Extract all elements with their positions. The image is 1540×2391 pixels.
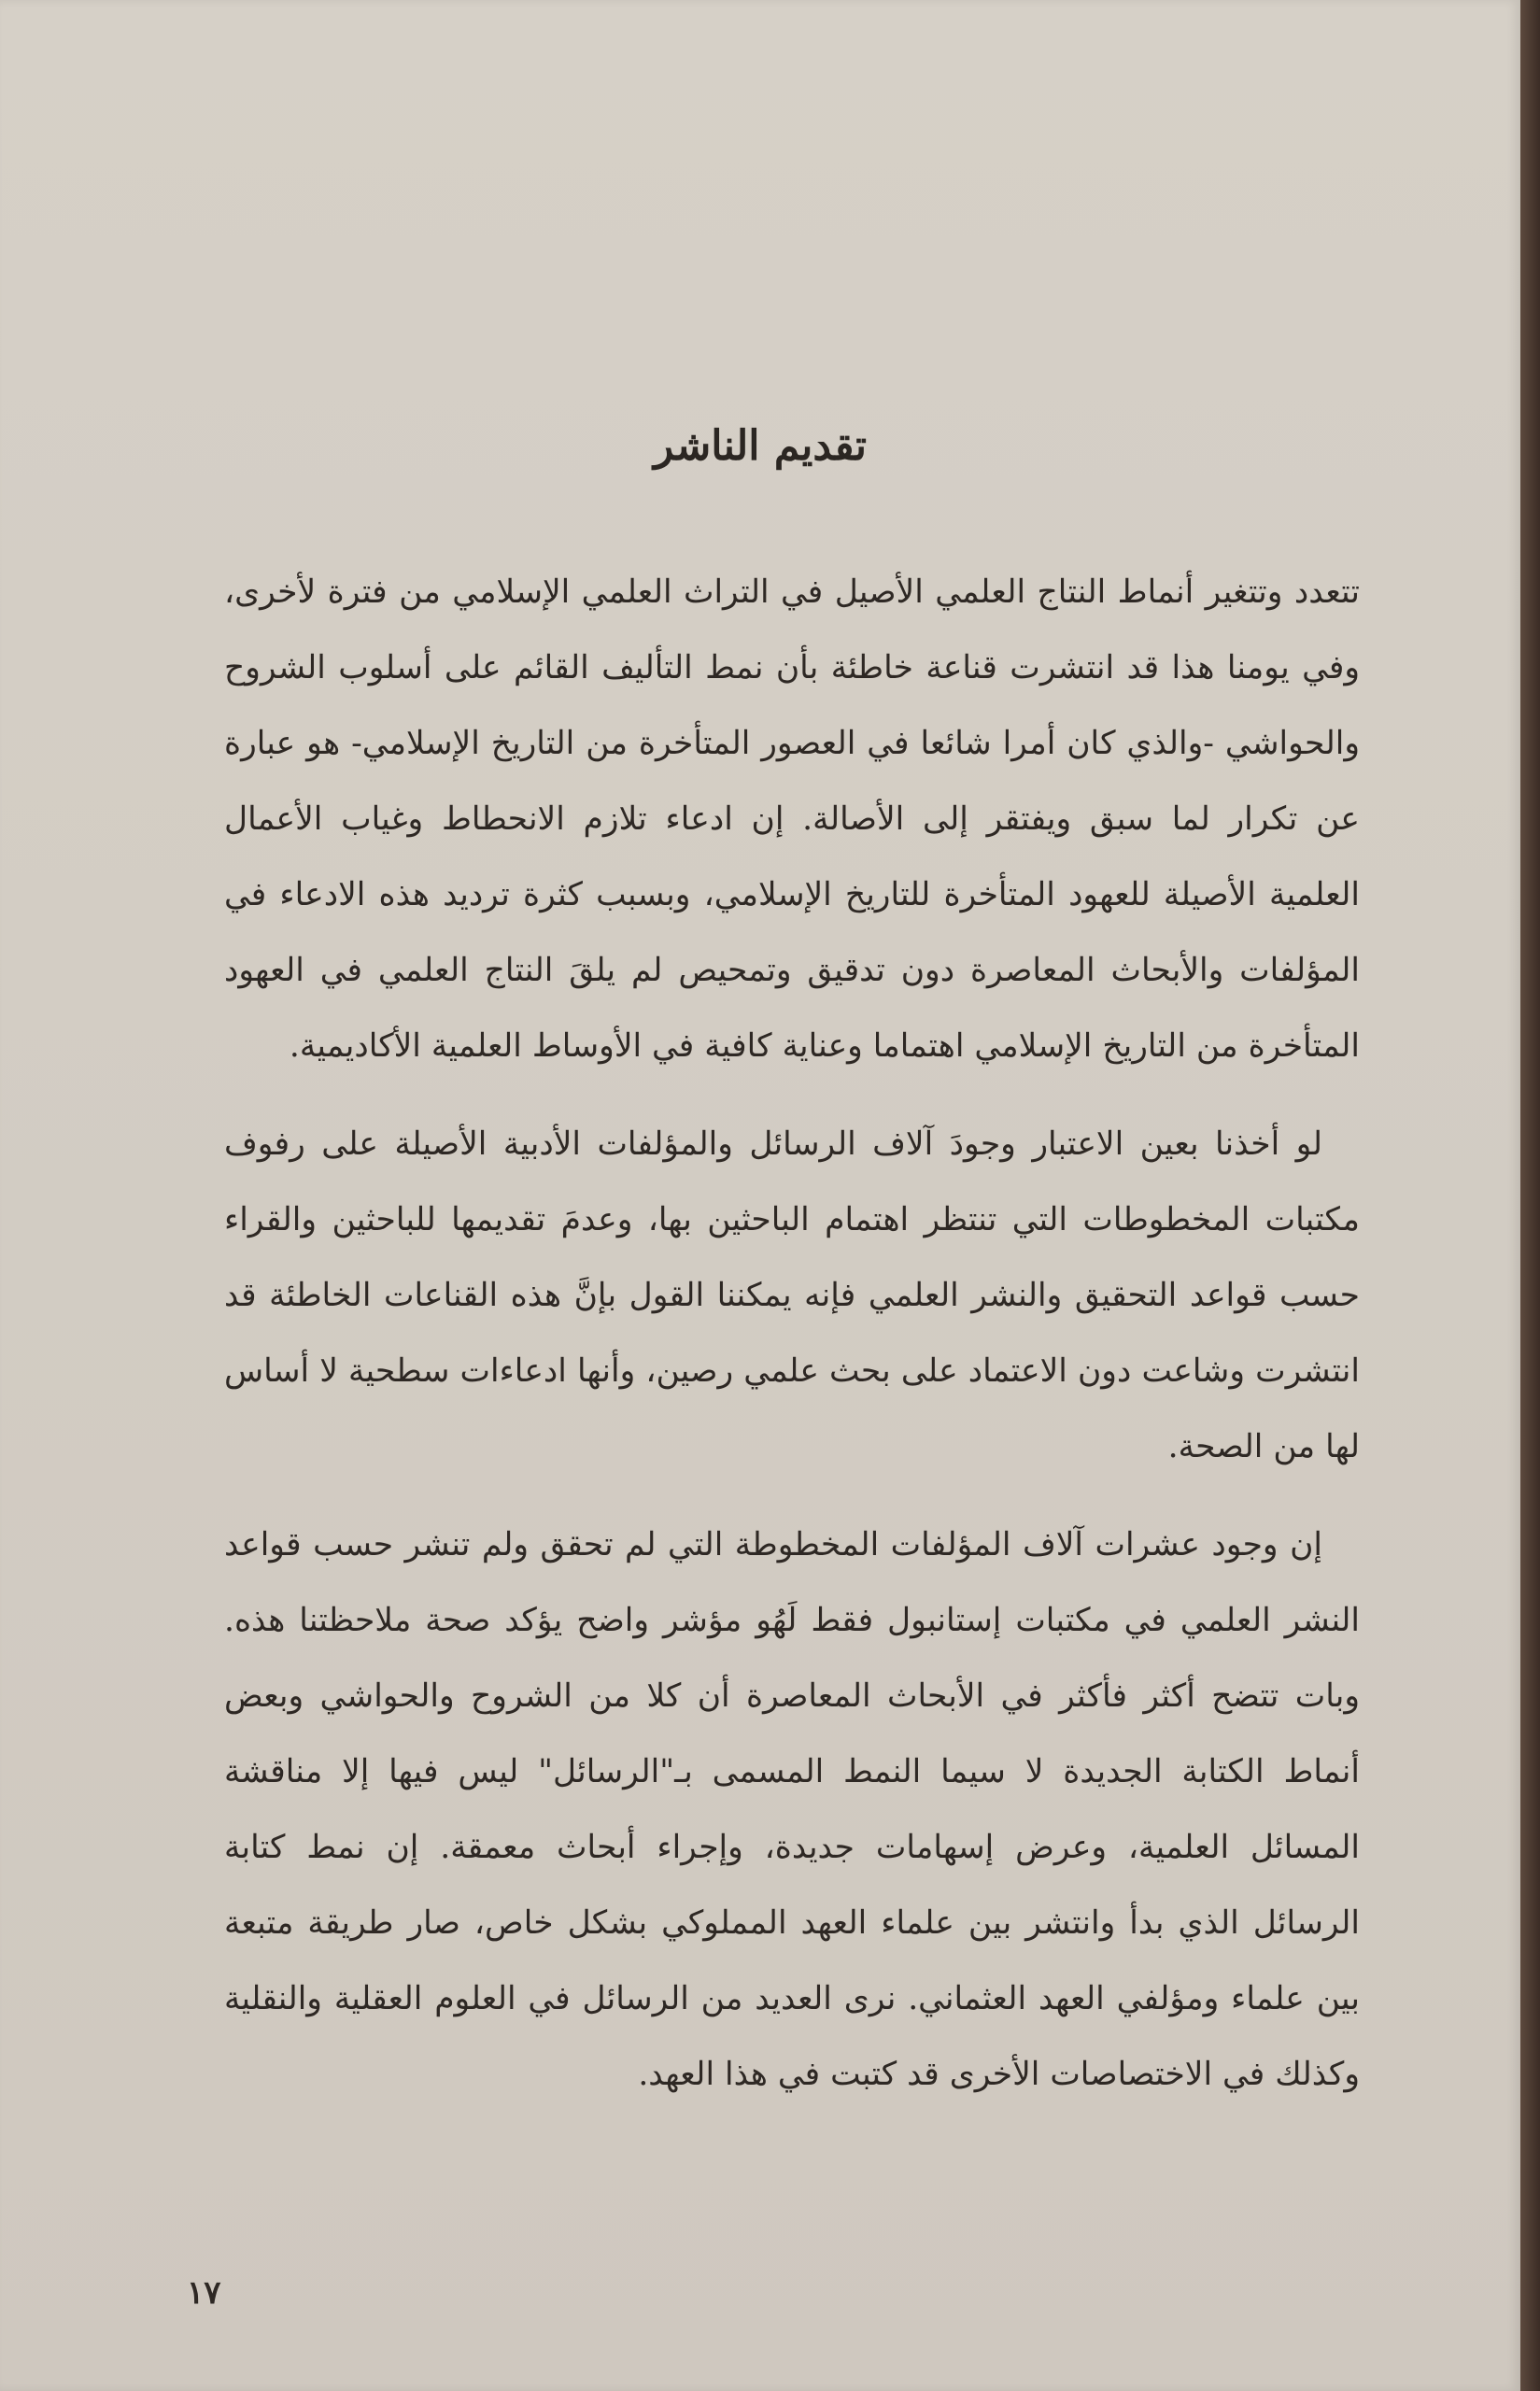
body-text [224,555,1360,2113]
paragraph-2: لو أخذنا بعين الاعتبار وجودَ آلاف الرسائل والمؤلفات الأدبية الأصيلة على رفوف مكتبات المخطوطات التي تنتظر اهتمام الباحثين بها، وعدمَ تقديمها للباحثين والقراء حسب قواعد التحقيق والنشر العلمي فإنه يمكننا القول بإنَّ هذه القناعات الخاطئة قد انتشرت وشاعت دون الاعتماد على بحث علمي رصين، وأنها ادعاءات سطحية لا أساس لها من الصحة. [224,1125,1360,1465]
paragraph-3: إن وجود عشرات آلاف المؤلفات المخطوطة التي لم تحقق ولم تنشر حسب قواعد النشر العلمي في مكتبات إستانبول فقط لَهُو مؤشر واضح يؤكد صحة ملاحظتنا هذه. وبات تتضح أكثر فأكثر في الأبحاث المعاصرة أن كلا من الشروح والحواشي وبعض أنماط الكتابة الجديدة لا سيما النمط المسمى بـ"الرسائل" ليس فيها إلا مناقشة المسائل العلمية، وعرض إسهامات جديدة، وإجراء أبحاث معمقة. إن نمط كتابة الرسائل الذي بدأ وانتشر بين علماء العهد المملوكي بشكل خاص، صار طريقة متبعة بين علماء ومؤلفي العهد العثماني. نرى العديد من الرسائل في العلوم العقلية والنقلية وكذلك في الاختصاصات الأخرى قد كتبت في هذا العهد. [224,1526,1360,2093]
page-title: تقديم الناشر [654,422,867,470]
book-spine-edge [1520,0,1540,2391]
page-number: ١٧ [187,2274,221,2312]
paragraph-1: تتعدد وتتغير أنماط النتاج العلمي الأصيل في التراث العلمي الإسلامي من فترة لأخرى، وفي يومنا هذا قد انتشرت قناعة خاطئة بأن نمط التأليف القائم على أسلوب الشروح والحواشي -والذي كان أمرا شائعا في العصور المتأخرة من التاريخ الإسلامي- هو عبارة عن تكرار لما سبق ويفتقر إلى الأصالة. إن ادعاء تلازم الانحطاط وغياب الأعمال العلمية الأصيلة للعهود المتأخرة للتاريخ الإسلامي، وبسبب كثرة ترديد هذه الادعاء في المؤلفات والأبحاث المعاصرة دون تدقيق وتمحيص لم يلقَ النتاج العلمي في العهود المتأخرة من التاريخ الإسلامي اهتماما وعناية كافية في الأوساط العلمية الأكاديمية. [224,573,1360,1065]
